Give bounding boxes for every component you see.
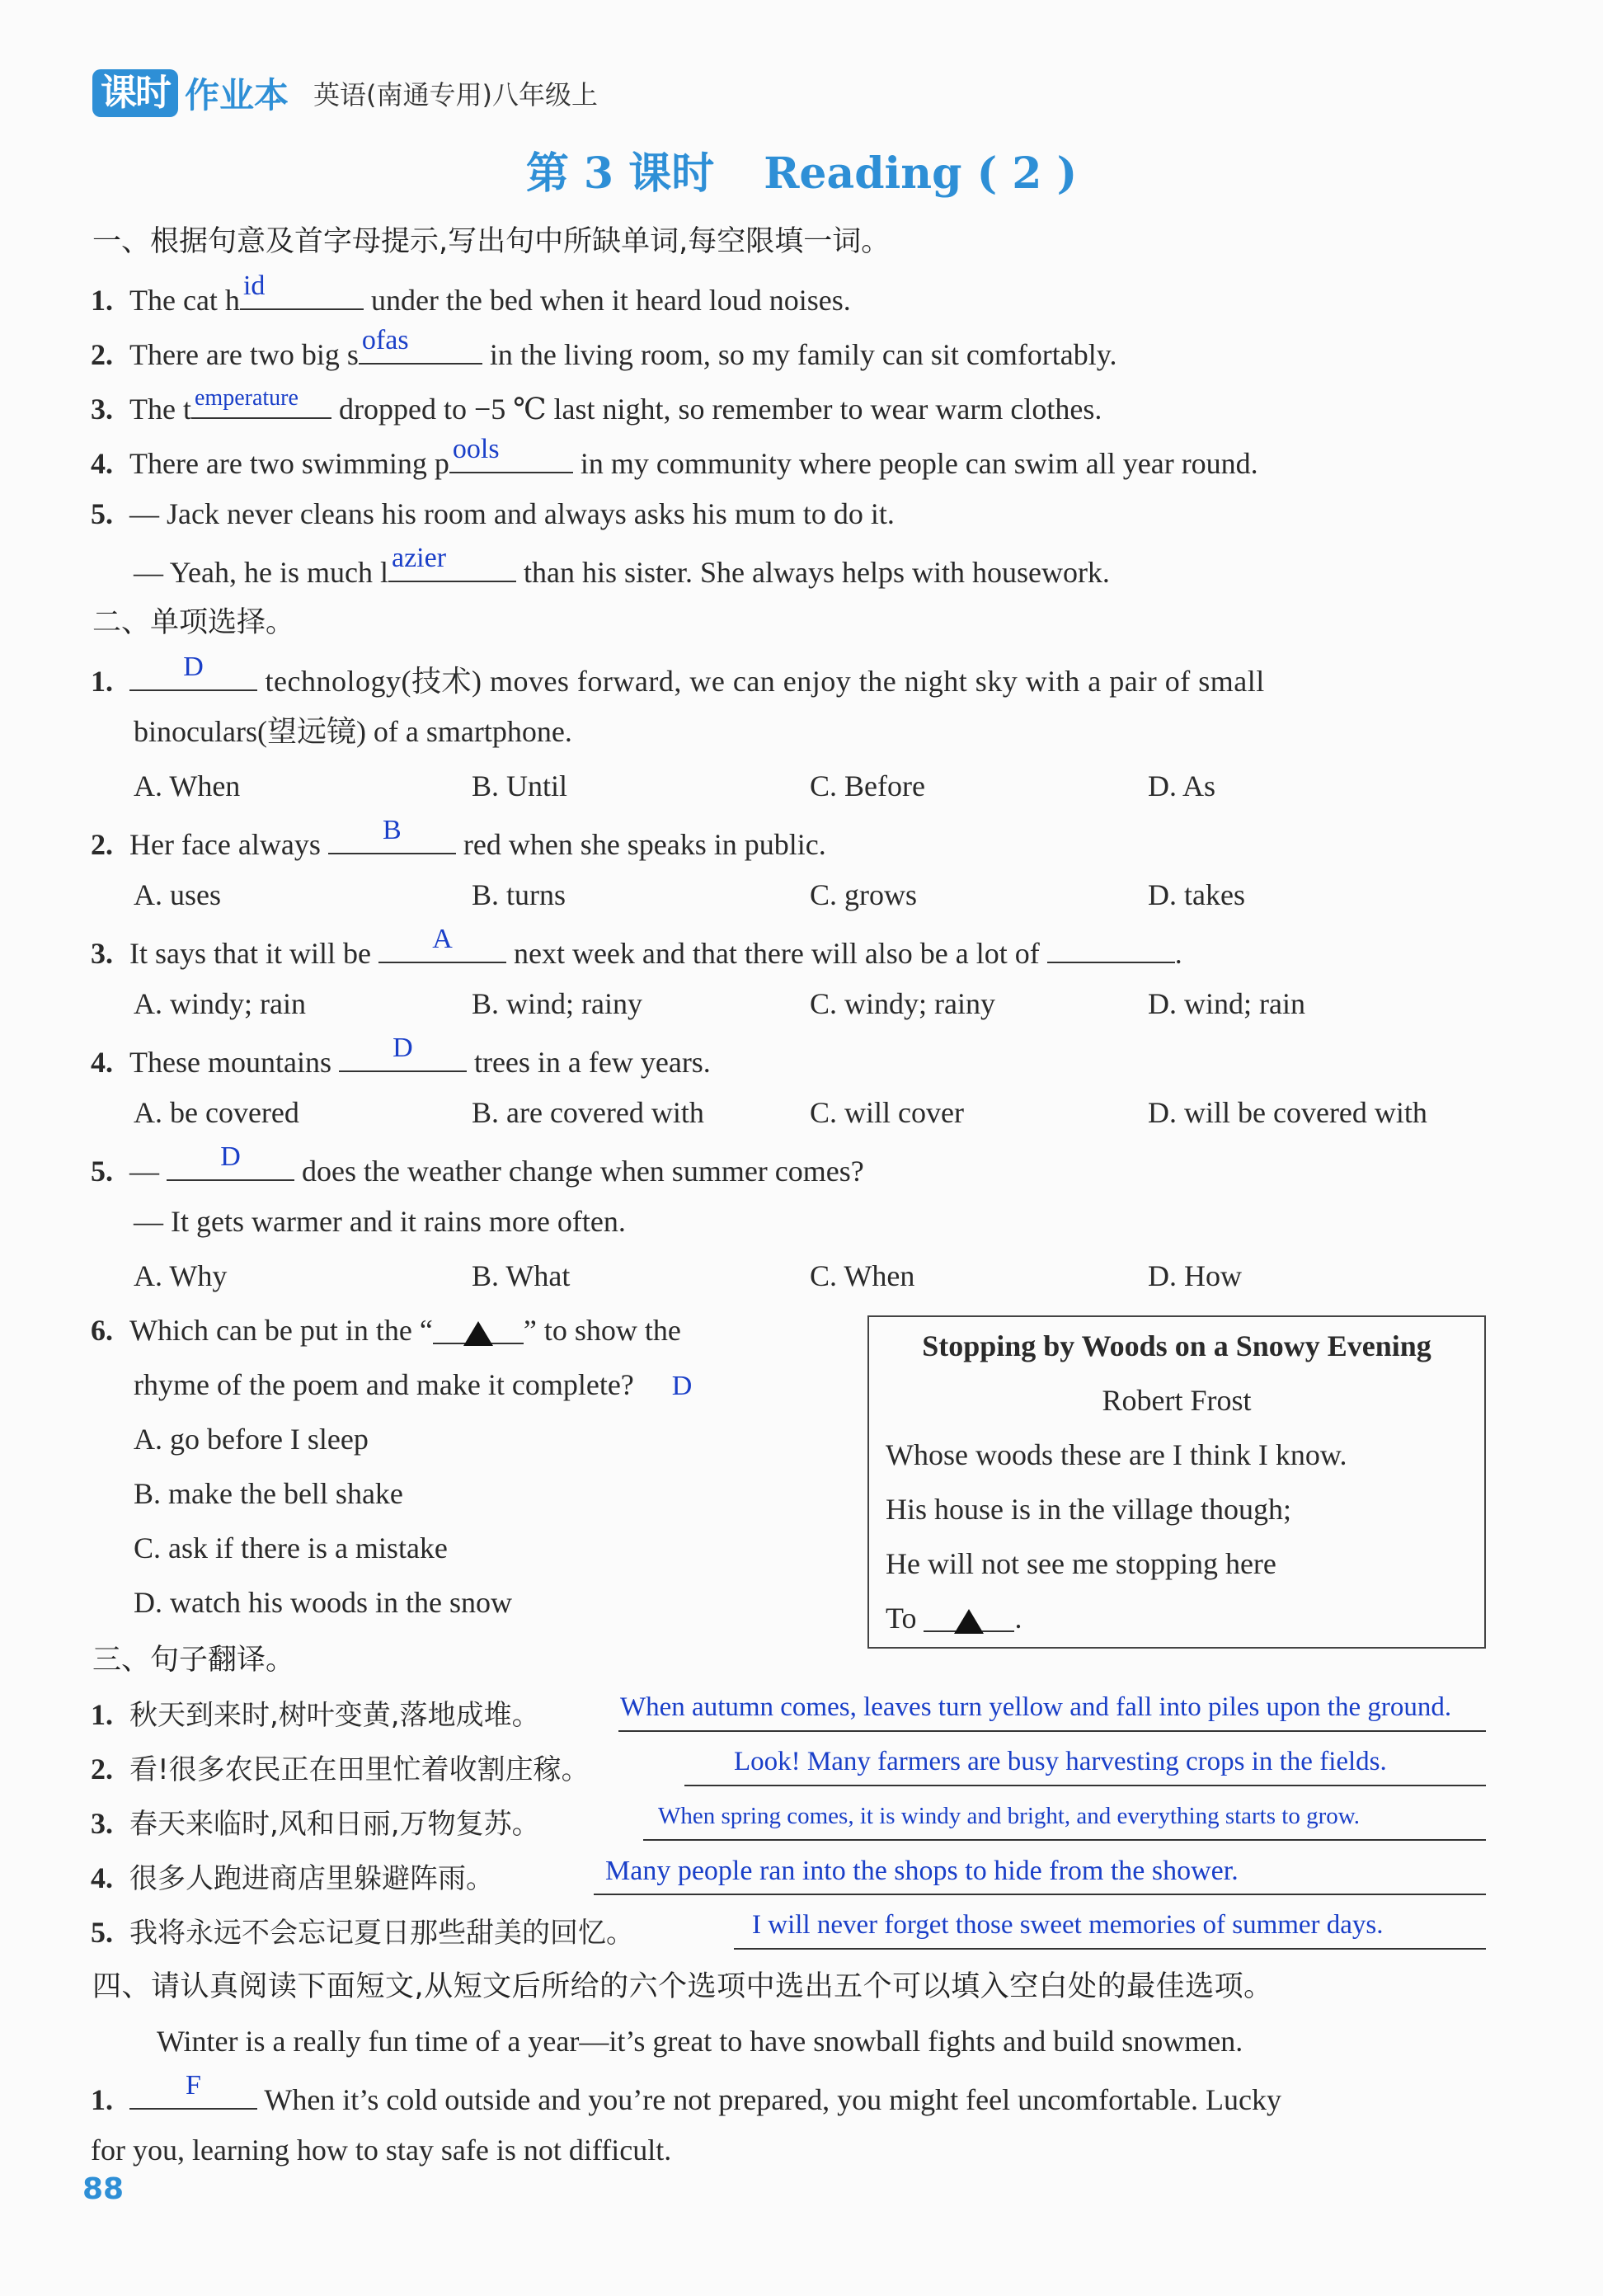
option-b: B. make the bell shake (134, 1477, 403, 1510)
question-text: dropped to −5 ℃ last night, so remember to wear warm clothes. (331, 393, 1102, 426)
question-text: than his sister. She always helps with housework. (516, 556, 1110, 589)
poem-text: . (1014, 1602, 1022, 1635)
s3-item-1 (91, 1697, 540, 1733)
handwritten-answer: A (432, 924, 453, 955)
answer-line (618, 1730, 1486, 1732)
question-number: 1. (91, 1698, 113, 1731)
question-number: 5. (91, 1155, 113, 1188)
handwritten-answer: ofas (361, 325, 409, 356)
answer-line (643, 1839, 1486, 1841)
s3-item-2 (91, 1752, 590, 1787)
question-text: The t (129, 393, 191, 426)
answer-blank (167, 1141, 294, 1181)
answer-blank (449, 434, 573, 473)
s3-item-3 (91, 1806, 540, 1842)
chinese-sentence: 春天来临时,风和日丽,万物复苏。 (129, 1808, 540, 1841)
question-number: 3. (91, 937, 113, 970)
s2-question-6 (91, 1313, 681, 1348)
handwritten-answer: F (186, 2070, 201, 2101)
poem-line: His house is in the village though; (886, 1493, 1291, 1526)
question-number: 3. (91, 1807, 113, 1840)
answer-line (594, 1894, 1486, 1895)
book-logo-subtitle: 作业本 (185, 75, 289, 115)
question-text: ” to show the (523, 1314, 681, 1347)
question-text: — Jack never cleans his room and always asks his mum to do it. (129, 497, 895, 530)
answer-blank (129, 2070, 257, 2110)
lesson-title (0, 139, 1603, 200)
question-number: 4. (91, 1046, 113, 1079)
question-text: These mountains (129, 1046, 339, 1079)
option-b: B. What (472, 1259, 571, 1292)
question-number: 5. (91, 497, 113, 530)
question-text: rhyme of the poem and make it complete? (134, 1368, 634, 1401)
answer-blank (388, 543, 516, 582)
poem-last-line (886, 1601, 1022, 1635)
question-number: 2. (91, 338, 113, 371)
poem-line: He will not see me stopping here (886, 1547, 1276, 1580)
chinese-sentence: 看!很多农民正在田里忙着收割庄稼。 (129, 1753, 590, 1786)
section-1-heading: 一、根据句意及首字母提示,写出句中所缺单词,每空限填一词。 (92, 225, 891, 258)
question-text: red when she speaks in public. (455, 828, 826, 861)
question-text: under the bed when it heard loud noises. (363, 284, 851, 317)
option-b: B. are covered with (472, 1096, 704, 1129)
question-number: 4. (91, 1861, 113, 1894)
handwritten-translation: Many people ran into the shops to hide from the shower. (605, 1856, 1239, 1886)
option-a: A. Why (134, 1259, 228, 1292)
handwritten-answer: D (183, 652, 204, 683)
s1-question-1 (91, 271, 851, 318)
s4-question-1 (91, 2070, 1281, 2118)
question-number: 1. (91, 284, 113, 317)
handwritten-answer: azier (392, 543, 447, 574)
triangle-icon (954, 1609, 984, 1634)
question-text: There are two big s (129, 338, 359, 371)
book-logo: 课时 (92, 69, 178, 117)
s2-question-4 (91, 1033, 711, 1080)
handwritten-answer: B (383, 815, 402, 846)
question-text: There are two swimming p (129, 447, 449, 480)
answer-line (684, 1785, 1486, 1786)
book-title: 英语(南通专用)八年级上 (313, 79, 598, 111)
option-d: D. wind; rain (1148, 987, 1305, 1020)
question-number: 3. (91, 393, 113, 426)
option-b: B. wind; rainy (472, 987, 642, 1020)
option-a: A. windy; rain (134, 987, 306, 1020)
option-b: B. turns (472, 878, 566, 911)
option-c: C. ask if there is a mistake (134, 1531, 448, 1564)
passage-paragraph-cont: for you, learning how to stay safe is not difficult. (91, 2134, 672, 2167)
handwritten-translation: When spring comes, it is windy and bright, and everything starts to grow. (658, 1803, 1361, 1829)
question-text: It says that it will be (129, 937, 378, 970)
question-text: When it’s cold outside and you’re not prepared, you might feel uncomfortable. Lucky (257, 2083, 1281, 2116)
s1-question-5-reply (134, 543, 1110, 590)
chinese-sentence: 秋天到来时,树叶变黄,落地成堆。 (129, 1699, 540, 1732)
poem-blank (924, 1601, 1014, 1632)
passage-paragraph: Winter is a really fun time of a year—it’s great to have snowball fights and build snowmen. (157, 2025, 1243, 2058)
s2-question-5 (91, 1141, 864, 1189)
section-3-heading: 三、句子翻译。 (92, 1644, 295, 1677)
question-text: trees in a few years. (466, 1046, 711, 1079)
answer-blank (378, 924, 506, 963)
poem-author: Robert Frost (1102, 1384, 1252, 1417)
question-number: 1. (91, 2083, 113, 2116)
handwritten-answer: ools (452, 434, 500, 465)
question-text: — Yeah, he is much l (134, 556, 388, 589)
handwritten-answer: emperature (194, 385, 299, 412)
option-b: B. Until (472, 769, 568, 802)
answer-blank (328, 815, 456, 854)
question-text: in my community where people can swim all year round. (572, 447, 1258, 480)
page-number: 88 (82, 2172, 125, 2206)
poem-title: Stopping by Woods on a Snowy Evening (922, 1329, 1431, 1362)
option-a: A. uses (134, 878, 221, 911)
question-number: 4. (91, 447, 113, 480)
question-text: in the living room, so my family can sit comfortably. (482, 338, 1117, 371)
question-text: . (1174, 937, 1182, 970)
option-d: D. As (1148, 769, 1216, 802)
s3-item-5 (91, 1915, 634, 1950)
s1-question-3 (91, 385, 1102, 427)
answer-blank (359, 325, 482, 365)
s2-question-6-cont (134, 1367, 692, 1404)
answer-blank-2 (1047, 932, 1175, 963)
handwritten-translation: When autumn comes, leaves turn yellow and fall into piles upon the ground. (620, 1692, 1452, 1722)
answer-blank (433, 1313, 524, 1344)
s2-question-3 (91, 924, 1182, 972)
question-text: The cat h (129, 284, 240, 317)
option-a: A. be covered (134, 1096, 299, 1129)
page-header (92, 69, 598, 117)
s2-question-1-cont: binoculars(望远镜) of a smartphone. (134, 715, 572, 748)
poem-box (867, 1315, 1486, 1649)
answer-blank (240, 271, 364, 310)
handwritten-translation: Look! Many farmers are busy harvesting crops in the fields. (734, 1747, 1387, 1776)
s3-item-4 (91, 1861, 494, 1896)
answer-blank (129, 652, 257, 691)
option-a: A. go before I sleep (134, 1423, 369, 1456)
handwritten-translation: I will never forget those sweet memories of summer days. (752, 1910, 1384, 1940)
s1-question-4 (91, 434, 1258, 482)
question-number: 6. (91, 1314, 113, 1347)
handwritten-answer: id (242, 271, 266, 302)
section-2-heading: 二、单项选择。 (92, 606, 295, 639)
question-text: Which can be put in the “ (129, 1314, 433, 1347)
option-a: A. When (134, 769, 241, 802)
lesson-number: 第 3 课时 (525, 148, 715, 199)
triangle-icon (463, 1321, 493, 1346)
lesson-name: Reading ( 2 ) (764, 148, 1078, 199)
poem-line: Whose woods these are I think I know. (886, 1438, 1347, 1471)
question-text: next week and that there will also be a lot of (505, 937, 1047, 970)
question-number: 2. (91, 1753, 113, 1786)
section-4-heading: 四、请认真阅读下面短文,从短文后所给的六个选项中选出五个可以填入空白处的最佳选项。 (92, 1970, 1273, 2003)
handwritten-answer: D (393, 1033, 413, 1064)
question-number: 5. (91, 1916, 113, 1949)
option-c: C. will cover (810, 1096, 964, 1129)
question-text: — (129, 1155, 167, 1188)
s2-question-1 (91, 652, 1265, 699)
option-c: C. windy; rainy (810, 987, 995, 1020)
option-c: C. Before (810, 769, 925, 802)
answer-line (734, 1948, 1486, 1950)
question-text: does the weather change when summer comes? (294, 1155, 864, 1188)
answer-blank (339, 1033, 467, 1072)
poem-text: To (886, 1602, 924, 1635)
s1-question-2 (91, 325, 1117, 373)
handwritten-answer: D (671, 1371, 693, 1401)
question-text: Her face always (129, 828, 328, 861)
chinese-sentence: 我将永远不会忘记夏日那些甜美的回忆。 (129, 1917, 634, 1950)
option-d: D. watch his woods in the snow (134, 1586, 512, 1619)
chinese-sentence: 很多人跑进商店里躲避阵雨。 (129, 1862, 494, 1895)
question-text: technology(技术) moves forward, we can enjoy the night sky with a pair of small (257, 665, 1265, 698)
option-d: D. takes (1148, 878, 1245, 911)
question-number: 2. (91, 828, 113, 861)
s1-question-5 (91, 496, 895, 532)
option-d: D. How (1148, 1259, 1242, 1292)
option-c: C. When (810, 1259, 915, 1292)
handwritten-answer: D (220, 1141, 241, 1173)
option-c: C. grows (810, 878, 918, 911)
answer-blank (191, 385, 331, 419)
s2-question-2 (91, 815, 826, 863)
question-number: 1. (91, 665, 113, 698)
s2-question-5-reply: — It gets warmer and it rains more often. (134, 1205, 626, 1238)
option-d: D. will be covered with (1148, 1096, 1427, 1129)
